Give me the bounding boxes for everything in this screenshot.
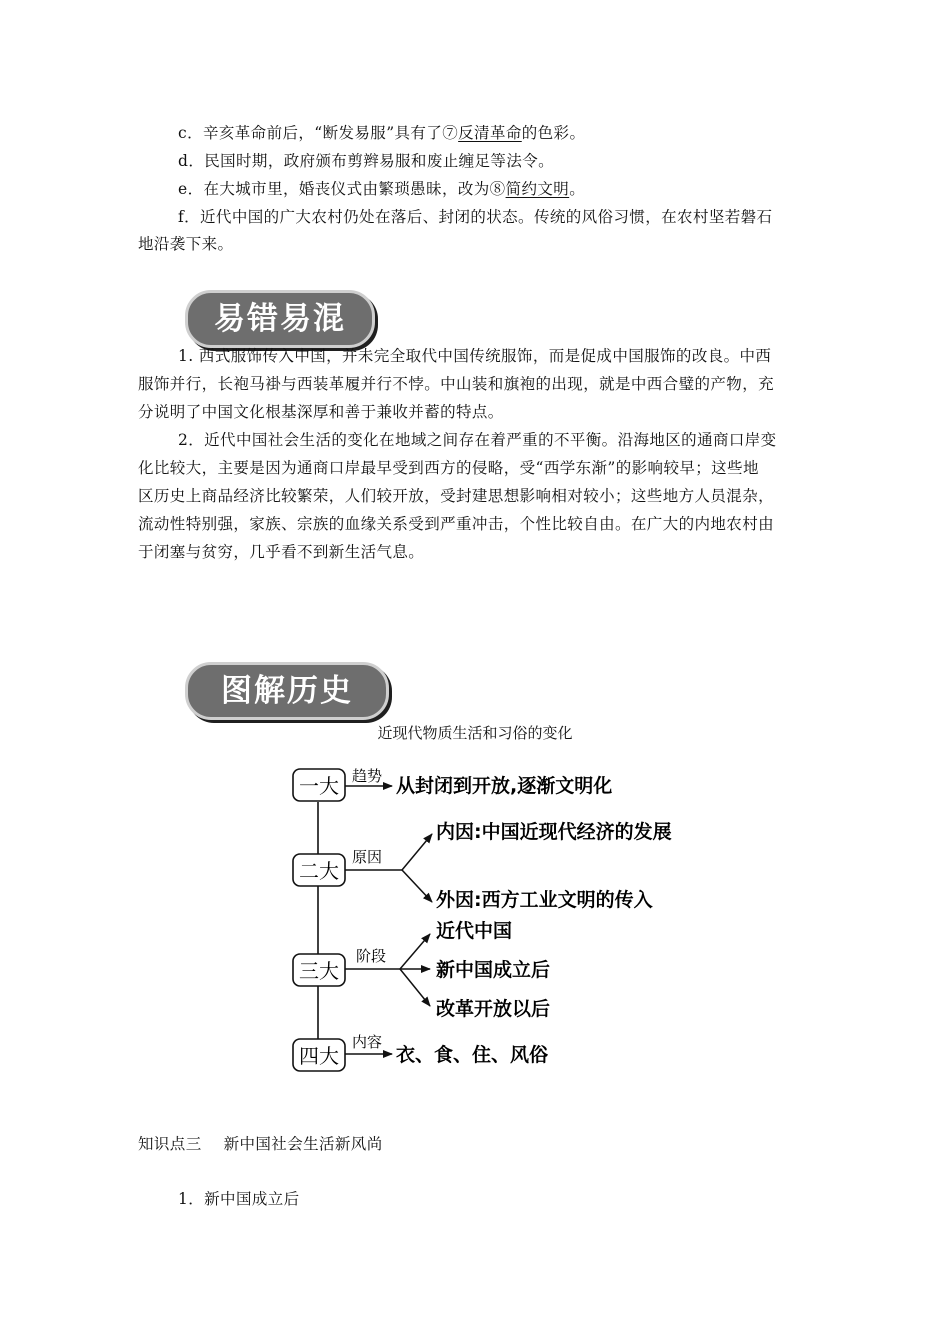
paragraph-e-text: e．在大城市里，婚丧仪式由繁琐愚昧，改为⑧ xyxy=(178,180,506,198)
paragraph-c-answer: 反清革命 xyxy=(458,124,522,142)
box-erda-label: 二大 xyxy=(299,859,339,883)
label-jieduan: 阶段 xyxy=(356,947,387,965)
knowledge-point-number: 知识点三 xyxy=(138,1135,202,1153)
yicuo-p1-l3: 分说明了中国文化根基深厚和善于兼收并蓄的特点。 xyxy=(138,403,504,421)
paragraph-f-line2: 地沿袭下来。 xyxy=(138,235,234,253)
yicuo-p1-l1: 1. 西式服饰传入中国，并未完全取代中国传统服饰，而是促成中国服饰的改良。中西 xyxy=(178,347,772,365)
knowledge-point-title: 新中国社会生活新风尚 xyxy=(223,1135,383,1153)
yicuo-p2-l4: 流动性特别强，家族、宗族的血缘关系受到严重冲击，个性比较自由。在广大的内地农村由 xyxy=(138,515,775,533)
knowledge-point-item1: 1．新中国成立后 xyxy=(178,1190,300,1208)
box-yida-label: 一大 xyxy=(299,774,339,798)
label-qushi: 趋势 xyxy=(352,767,383,785)
box-sanda-label: 三大 xyxy=(299,959,339,983)
arrow-3c xyxy=(400,969,430,1006)
label-neirong: 内容 xyxy=(352,1033,383,1051)
arrow-3a xyxy=(400,934,430,969)
diagram-title: 近现代物质生活和习俗的变化 xyxy=(377,724,573,742)
paragraph-c-text: c．辛亥革命前后，“断发易服”具有了⑦ xyxy=(178,124,459,142)
arrow-2b xyxy=(402,870,432,902)
yicuo-p1-l2: 服饰并行，长袍马褂与西装革履并行不悖。中山装和旗袍的出现，就是中西合璧的产物，充 xyxy=(138,375,775,393)
yicuo-p2-l5: 于闭塞与贫穷，几乎看不到新生活气息。 xyxy=(138,543,425,561)
label-yuanyin: 原因 xyxy=(352,848,383,866)
target-waiyin: 外因:西方工业文明的传入 xyxy=(436,889,653,911)
paragraph-c-tail: 的色彩。 xyxy=(521,124,586,142)
yicuo-p2-l2: 化比较大，主要是因为通商口岸最早受到西方的侵略，受“西学东渐”的影响较早；这些地 xyxy=(138,459,759,477)
section-title-yicuo: 易错易混 xyxy=(214,301,346,337)
target-neiyin: 内因:中国近现代经济的发展 xyxy=(436,821,672,843)
target-neirong: 衣、食、住、风俗 xyxy=(396,1044,549,1066)
box-sida-label: 四大 xyxy=(299,1044,339,1068)
arrow-2a xyxy=(402,834,432,870)
knowledge-point-heading xyxy=(138,1131,818,1158)
paragraph-e-answer: 简约文明 xyxy=(505,180,570,198)
target-jindai: 近代中国 xyxy=(436,920,513,942)
yicuo-p2-l1: 2．近代中国社会生活的变化在地域之间存在着严重的不平衡。沿海地区的通商口岸变 xyxy=(178,431,777,449)
paragraph-e-tail: 。 xyxy=(569,180,586,198)
target-xinzhongguo: 新中国成立后 xyxy=(436,959,551,981)
target-gaige: 改革开放以后 xyxy=(436,998,551,1020)
section-title-tujie: 图解历史 xyxy=(221,673,353,709)
target-qushi: 从封闭到开放,逐渐文明化 xyxy=(396,775,613,797)
paragraph-d: d．民国时期，政府颁布剪辫易服和废止缠足等法令。 xyxy=(178,152,555,170)
yicuo-p2-l3: 区历史上商品经济比较繁荣，人们较开放，受封建思想影响相对较小；这些地方人员混杂， xyxy=(138,487,775,505)
paragraph-f-line1: f．近代中国的广大农村仍处在落后、封闭的状态。传统的风俗习惯，在农村坚若磐石 xyxy=(178,208,773,226)
